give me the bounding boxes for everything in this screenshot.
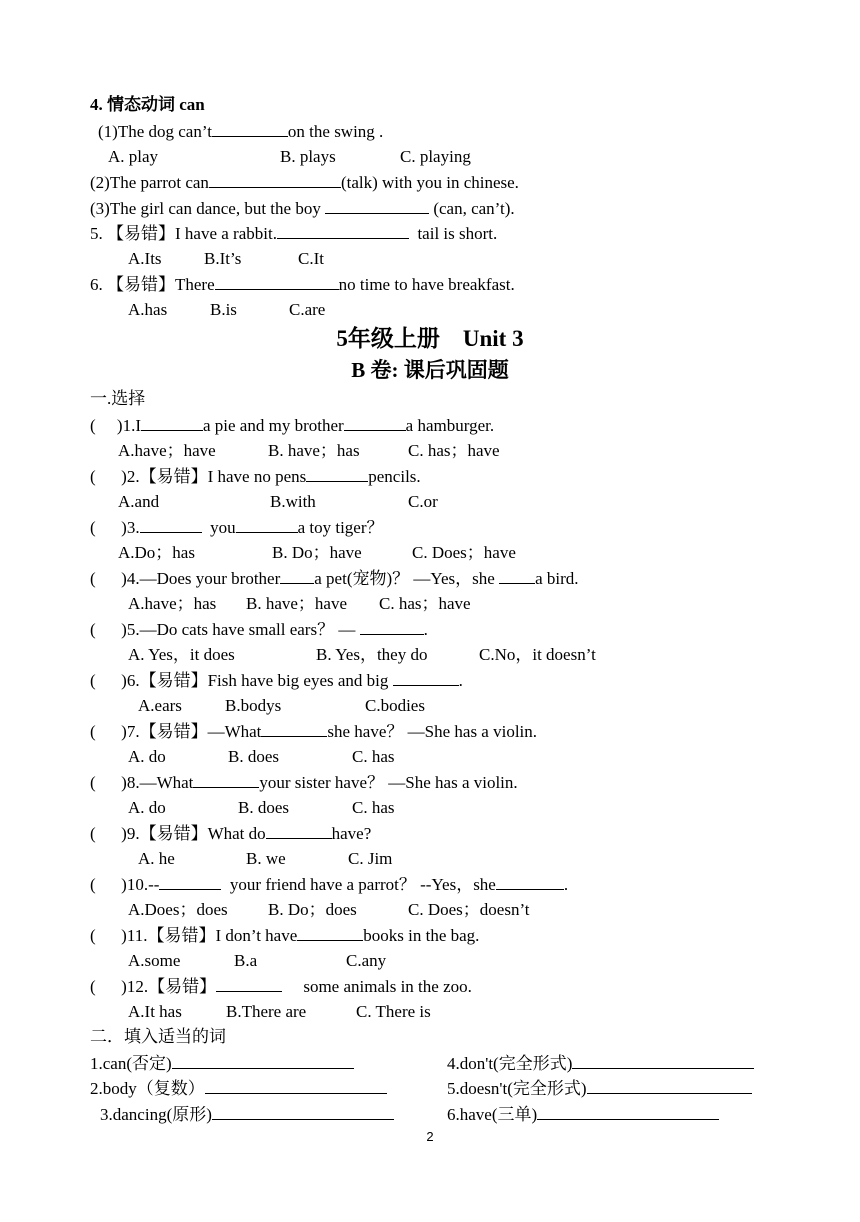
question-6 [90, 273, 515, 296]
option-b: B.It’s [204, 249, 242, 268]
option-b: B.is [210, 300, 237, 319]
question-text: 5. 【易错】I have a rabbit. [90, 224, 277, 243]
option-c: C. has；have [379, 594, 471, 613]
question-text: (2)The parrot can [90, 173, 209, 192]
answer-blank[interactable] [499, 567, 535, 584]
mc-question-6 [90, 669, 463, 692]
answer-blank[interactable] [537, 1103, 719, 1120]
fill-item-2 [90, 1077, 387, 1100]
option-a: A.have；have [118, 441, 216, 460]
question-4-3 [90, 197, 515, 220]
option-c: C.any [346, 951, 387, 970]
option-b: B. Do；does [268, 900, 357, 919]
answer-blank[interactable] [393, 669, 459, 686]
question-text: she have？ —She has a violin. [327, 722, 538, 741]
option-c: C. has；have [408, 441, 500, 460]
question-text: pencils. [368, 467, 421, 486]
answer-blank[interactable] [297, 924, 363, 941]
option-b: B. have；has [268, 441, 360, 460]
question-text: (3)The girl can dance, but the boy [90, 199, 321, 218]
mc-question-10 [90, 873, 568, 896]
fill-item-label: 2.body（复数） [90, 1079, 205, 1098]
answer-blank[interactable] [159, 873, 221, 890]
question-5 [90, 222, 497, 245]
question-text: books in the bag. [363, 926, 480, 945]
option-b: B.There are [226, 1002, 307, 1021]
answer-blank[interactable] [212, 1103, 394, 1120]
option-a: A.ears [138, 696, 182, 715]
answer-blank[interactable] [572, 1052, 754, 1069]
question-text: tail is short. [417, 224, 498, 243]
mc-question-7 [90, 720, 537, 743]
question-text: . [423, 620, 428, 639]
question-text: some animals in the zoo. [303, 977, 472, 996]
question-text: your friend have a parrot？ --Yes，she [229, 875, 496, 894]
mc-question-1 [90, 414, 494, 437]
part-1-title: 一.选择 [90, 389, 146, 408]
question-text: (can, can’t). [433, 199, 515, 218]
option-c: C.It [298, 249, 324, 268]
option-b: B. plays [280, 147, 336, 166]
question-text: ( )1.I [90, 416, 141, 435]
paper-subheading: B 卷: 课后巩固题 [351, 358, 509, 382]
option-b: B. does [238, 798, 289, 817]
option-b: B.a [234, 951, 258, 970]
question-text: . [458, 671, 463, 690]
answer-blank[interactable] [277, 222, 409, 239]
question-text: ( )11.【易错】I don’t have [90, 926, 298, 945]
answer-blank[interactable] [261, 720, 327, 737]
question-text: a pie and my brother [202, 416, 344, 435]
answer-blank[interactable] [216, 975, 282, 992]
answer-blank[interactable] [587, 1077, 752, 1094]
option-c: C. Does；doesn’t [408, 900, 530, 919]
question-4-1 [98, 120, 383, 143]
option-c: C.No，it doesn’t [479, 645, 596, 664]
fill-item-label: 1.can(否定) [90, 1054, 172, 1073]
question-4-2 [90, 171, 519, 194]
option-c: C.are [289, 300, 326, 319]
answer-blank[interactable] [212, 120, 288, 137]
question-text: on the swing . [287, 122, 384, 141]
option-a: A.Its [128, 249, 162, 268]
option-b: B. have；have [246, 594, 348, 613]
option-a: A. Yes，it does [128, 645, 235, 664]
mc-question-9 [90, 822, 371, 845]
question-text: a bird. [535, 569, 579, 588]
question-text: have? [331, 824, 372, 843]
option-c: C. Does；have [412, 543, 516, 562]
option-c: C.bodies [365, 696, 425, 715]
answer-blank[interactable] [172, 1052, 354, 1069]
question-text: your sister have？ —She has a violin. [259, 773, 518, 792]
option-b: B.bodys [225, 696, 282, 715]
fill-item-4 [447, 1052, 754, 1075]
question-text: ( )4.—Does your brother [90, 569, 281, 588]
option-b: B.with [270, 492, 316, 511]
answer-blank[interactable] [266, 822, 332, 839]
answer-blank[interactable] [496, 873, 564, 890]
answer-blank[interactable] [325, 197, 429, 214]
option-a: A.has [128, 300, 168, 319]
option-a: A. play [108, 147, 159, 166]
fill-item-3 [100, 1103, 394, 1126]
option-a: A.have；has [128, 594, 217, 613]
question-text: you [210, 518, 236, 537]
answer-blank[interactable] [209, 171, 341, 188]
question-text: no time to have breakfast. [338, 275, 515, 294]
option-a: A.It has [128, 1002, 182, 1021]
mc-question-5 [90, 618, 428, 641]
question-text: ( )5.—Do cats have small ears？ — [90, 620, 356, 639]
question-text: a hamburger. [405, 416, 495, 435]
question-text: (talk) with you in chinese. [340, 173, 519, 192]
question-text: ( )9.【易错】What do [90, 824, 266, 843]
fill-item-5 [447, 1077, 752, 1100]
option-a: A.some [128, 951, 181, 970]
question-text: a pet(宠物)？ —Yes，she [314, 569, 495, 588]
question-text: ( )12.【易错】 [90, 977, 217, 996]
mc-question-11 [90, 924, 479, 947]
section-4-title: 4. 情态动词 can [90, 95, 205, 114]
fill-item-label: 4.don't(完全形式) [447, 1054, 573, 1073]
option-c: C. There is [356, 1002, 431, 1021]
question-text: ( )7.【易错】—What [90, 722, 262, 741]
option-a: A.Does；does [128, 900, 228, 919]
answer-blank[interactable] [280, 567, 314, 584]
answer-blank[interactable] [141, 414, 203, 431]
question-text: ( )8.—What [90, 773, 194, 792]
question-text: . [563, 875, 569, 894]
fill-item-1 [90, 1052, 354, 1075]
fill-item-label: 5.doesn't(完全形式) [447, 1079, 587, 1098]
answer-blank[interactable] [215, 273, 339, 290]
mc-question-4 [90, 567, 579, 590]
option-a: A. he [138, 849, 175, 868]
option-b: B. Do；have [272, 543, 362, 562]
mc-question-3 [90, 516, 384, 539]
answer-blank[interactable] [344, 414, 406, 431]
option-b: B. does [228, 747, 279, 766]
answer-blank[interactable] [306, 465, 368, 482]
answer-blank[interactable] [140, 516, 202, 533]
option-c: C.or [408, 492, 438, 511]
mc-question-8 [90, 771, 518, 794]
option-a: A.and [118, 492, 160, 511]
option-b: B. we [246, 849, 286, 868]
option-c: C. playing [400, 147, 471, 166]
option-b: B. Yes，they do [316, 645, 428, 664]
option-a: A. do [128, 747, 166, 766]
answer-blank[interactable] [193, 771, 259, 788]
answer-blank[interactable] [236, 516, 298, 533]
option-c: C. has [352, 798, 395, 817]
question-text: ( )2.【易错】I have no pens [90, 467, 307, 486]
fill-item-label: 3.dancing(原形) [100, 1105, 212, 1124]
fill-item-label: 6.have(三单) [447, 1105, 538, 1124]
question-text: ( )3. [90, 518, 140, 537]
unit-heading: 5年级上册 Unit 3 [336, 326, 524, 351]
question-text: ( )10.-- [90, 875, 160, 894]
answer-blank[interactable] [360, 618, 424, 635]
option-c: C. Jim [348, 849, 393, 868]
page-number: 2 [426, 1129, 434, 1144]
question-text: ( )6.【易错】Fish have big eyes and big [90, 671, 389, 690]
option-a: A. do [128, 798, 166, 817]
question-text: (1)The dog can’t [98, 122, 212, 141]
option-c: C. has [352, 747, 395, 766]
fill-item-6 [447, 1103, 719, 1126]
mc-question-2 [90, 465, 421, 488]
part-2-title: 二．填入适当的词 [90, 1027, 226, 1046]
question-text: 6. 【易错】There [90, 275, 215, 294]
option-a: A.Do；has [118, 543, 195, 562]
mc-question-12 [90, 975, 472, 998]
question-text: a toy tiger？ [297, 518, 384, 537]
answer-blank[interactable] [205, 1077, 387, 1094]
